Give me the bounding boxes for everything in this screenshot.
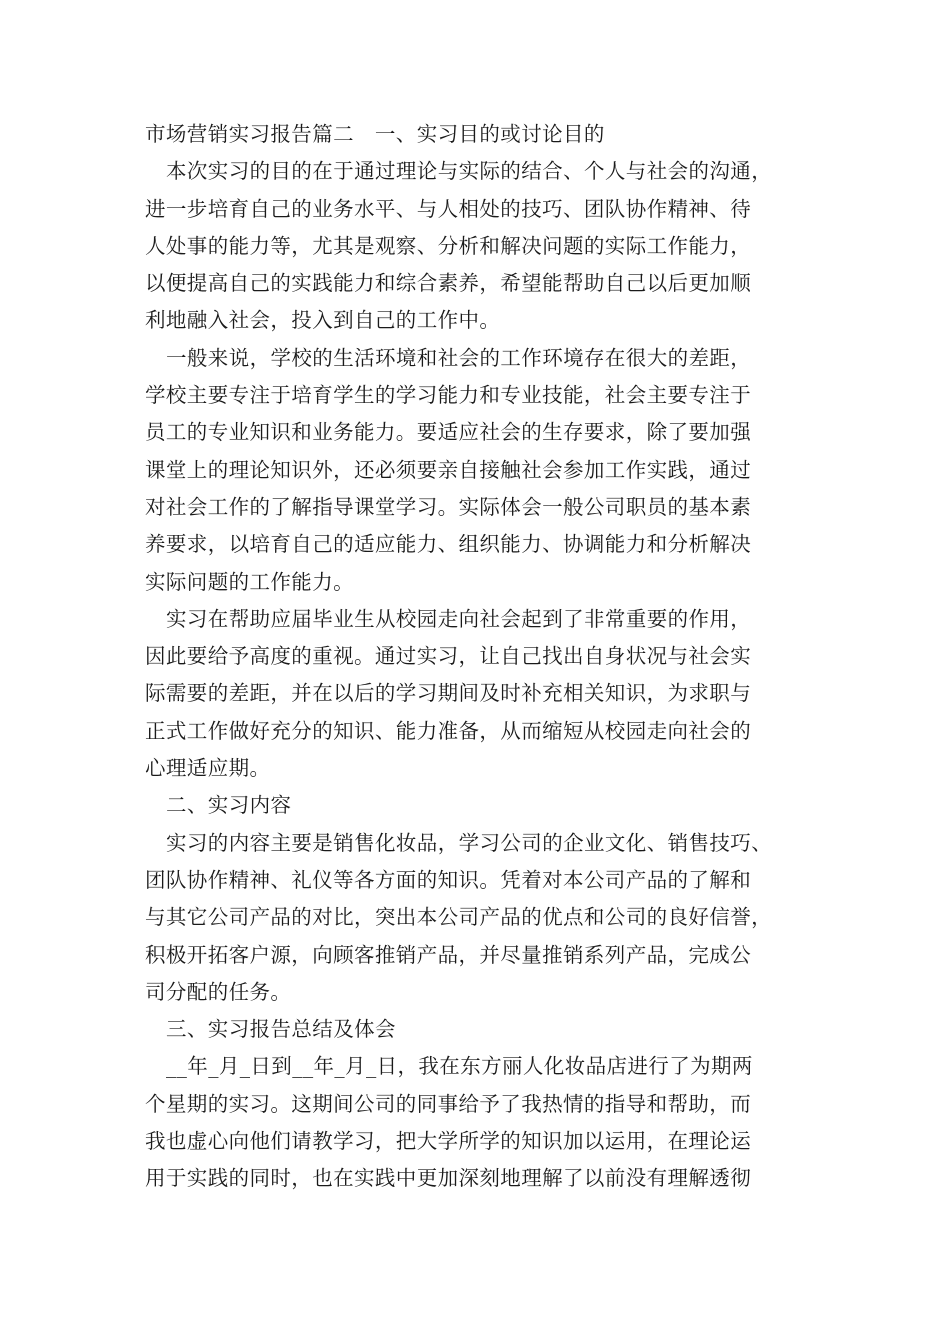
text-line: 本次实习的目的在于通过理论与实际的结合、个人与社会的沟通， [166,159,773,184]
document-body [145,116,825,1198]
text-line: 一般来说，学校的生活环境和社会的工作环境存在很大的差距， [166,345,752,370]
text-line: 养要求，以培育自己的适应能力、组织能力、协调能力和分析解决 [145,532,752,557]
text-line: 正式工作做好充分的知识、能力准备，从而缩短从校园走向社会的 [145,718,752,743]
text-line: 以便提高自己的实践能力和综合素养，希望能帮助自己以后更加顺 [145,271,752,296]
text-line: 心理适应期。 [145,756,271,781]
text-line: 对社会工作的了解指导课堂学习。实际体会一般公司职员的基本素 [145,494,752,519]
text-line: 利地融入社会，投入到自己的工作中。 [145,308,501,333]
text-line: 课堂上的理论知识外，还必须要亲自接触社会参加工作实践，通过 [145,457,752,482]
text-line: 二、实习内容 [166,793,292,818]
text-line: 团队协作精神、礼仪等各方面的知识。凭着对本公司产品的了解和 [145,867,752,892]
text-line: 个星期的实习。这期间公司的同事给予了我热情的指导和帮助，而 [145,1091,752,1116]
text-line: 实习在帮助应届毕业生从校园走向社会起到了非常重要的作用， [166,606,752,631]
text-line: 因此要给予高度的重视。通过实习，让自己找出自身状况与社会实 [145,644,752,669]
text-line: 积极开拓客户源，向顾客推销产品，并尽量推销系列产品，完成公 [145,942,752,967]
text-line: 市场营销实习报告篇二 一、实习目的或讨论目的 [145,122,605,146]
text-line: 实习的内容主要是销售化妆品，学习公司的企业文化、销售技巧、 [166,830,773,855]
text-line: 三、实习报告总结及体会 [166,1017,396,1042]
text-line: 进一步培育自己的业务水平、与人相处的技巧、团队协作精神、待 [145,196,752,221]
text-line: 与其它公司产品的对比，突出本公司产品的优点和公司的良好信誉， [145,905,772,930]
text-line: 司分配的任务。 [145,979,292,1004]
text-line: 我也虚心向他们请教学习，把大学所学的知识加以运用，在理论运 [145,1129,752,1154]
text-line: __年_月_日到__年_月_日，我在东方丽人化妆品店进行了为期两 [166,1054,753,1079]
text-line: 实际问题的工作能力。 [145,569,354,594]
text-line: 用于实践的同时，也在实践中更加深刻地理解了以前没有理解透彻 [145,1166,752,1191]
text-line: 员工的专业知识和业务能力。要适应社会的生存要求，除了要加强 [145,420,752,445]
text-line: 学校主要专注于培育学生的学习能力和专业技能，社会主要专注于 [145,383,752,408]
text-line: 人处事的能力等，尤其是观察、分析和解决问题的实际工作能力， [145,233,752,258]
text-line: 际需要的差距，并在以后的学习期间及时补充相关知识，为求职与 [145,681,752,706]
